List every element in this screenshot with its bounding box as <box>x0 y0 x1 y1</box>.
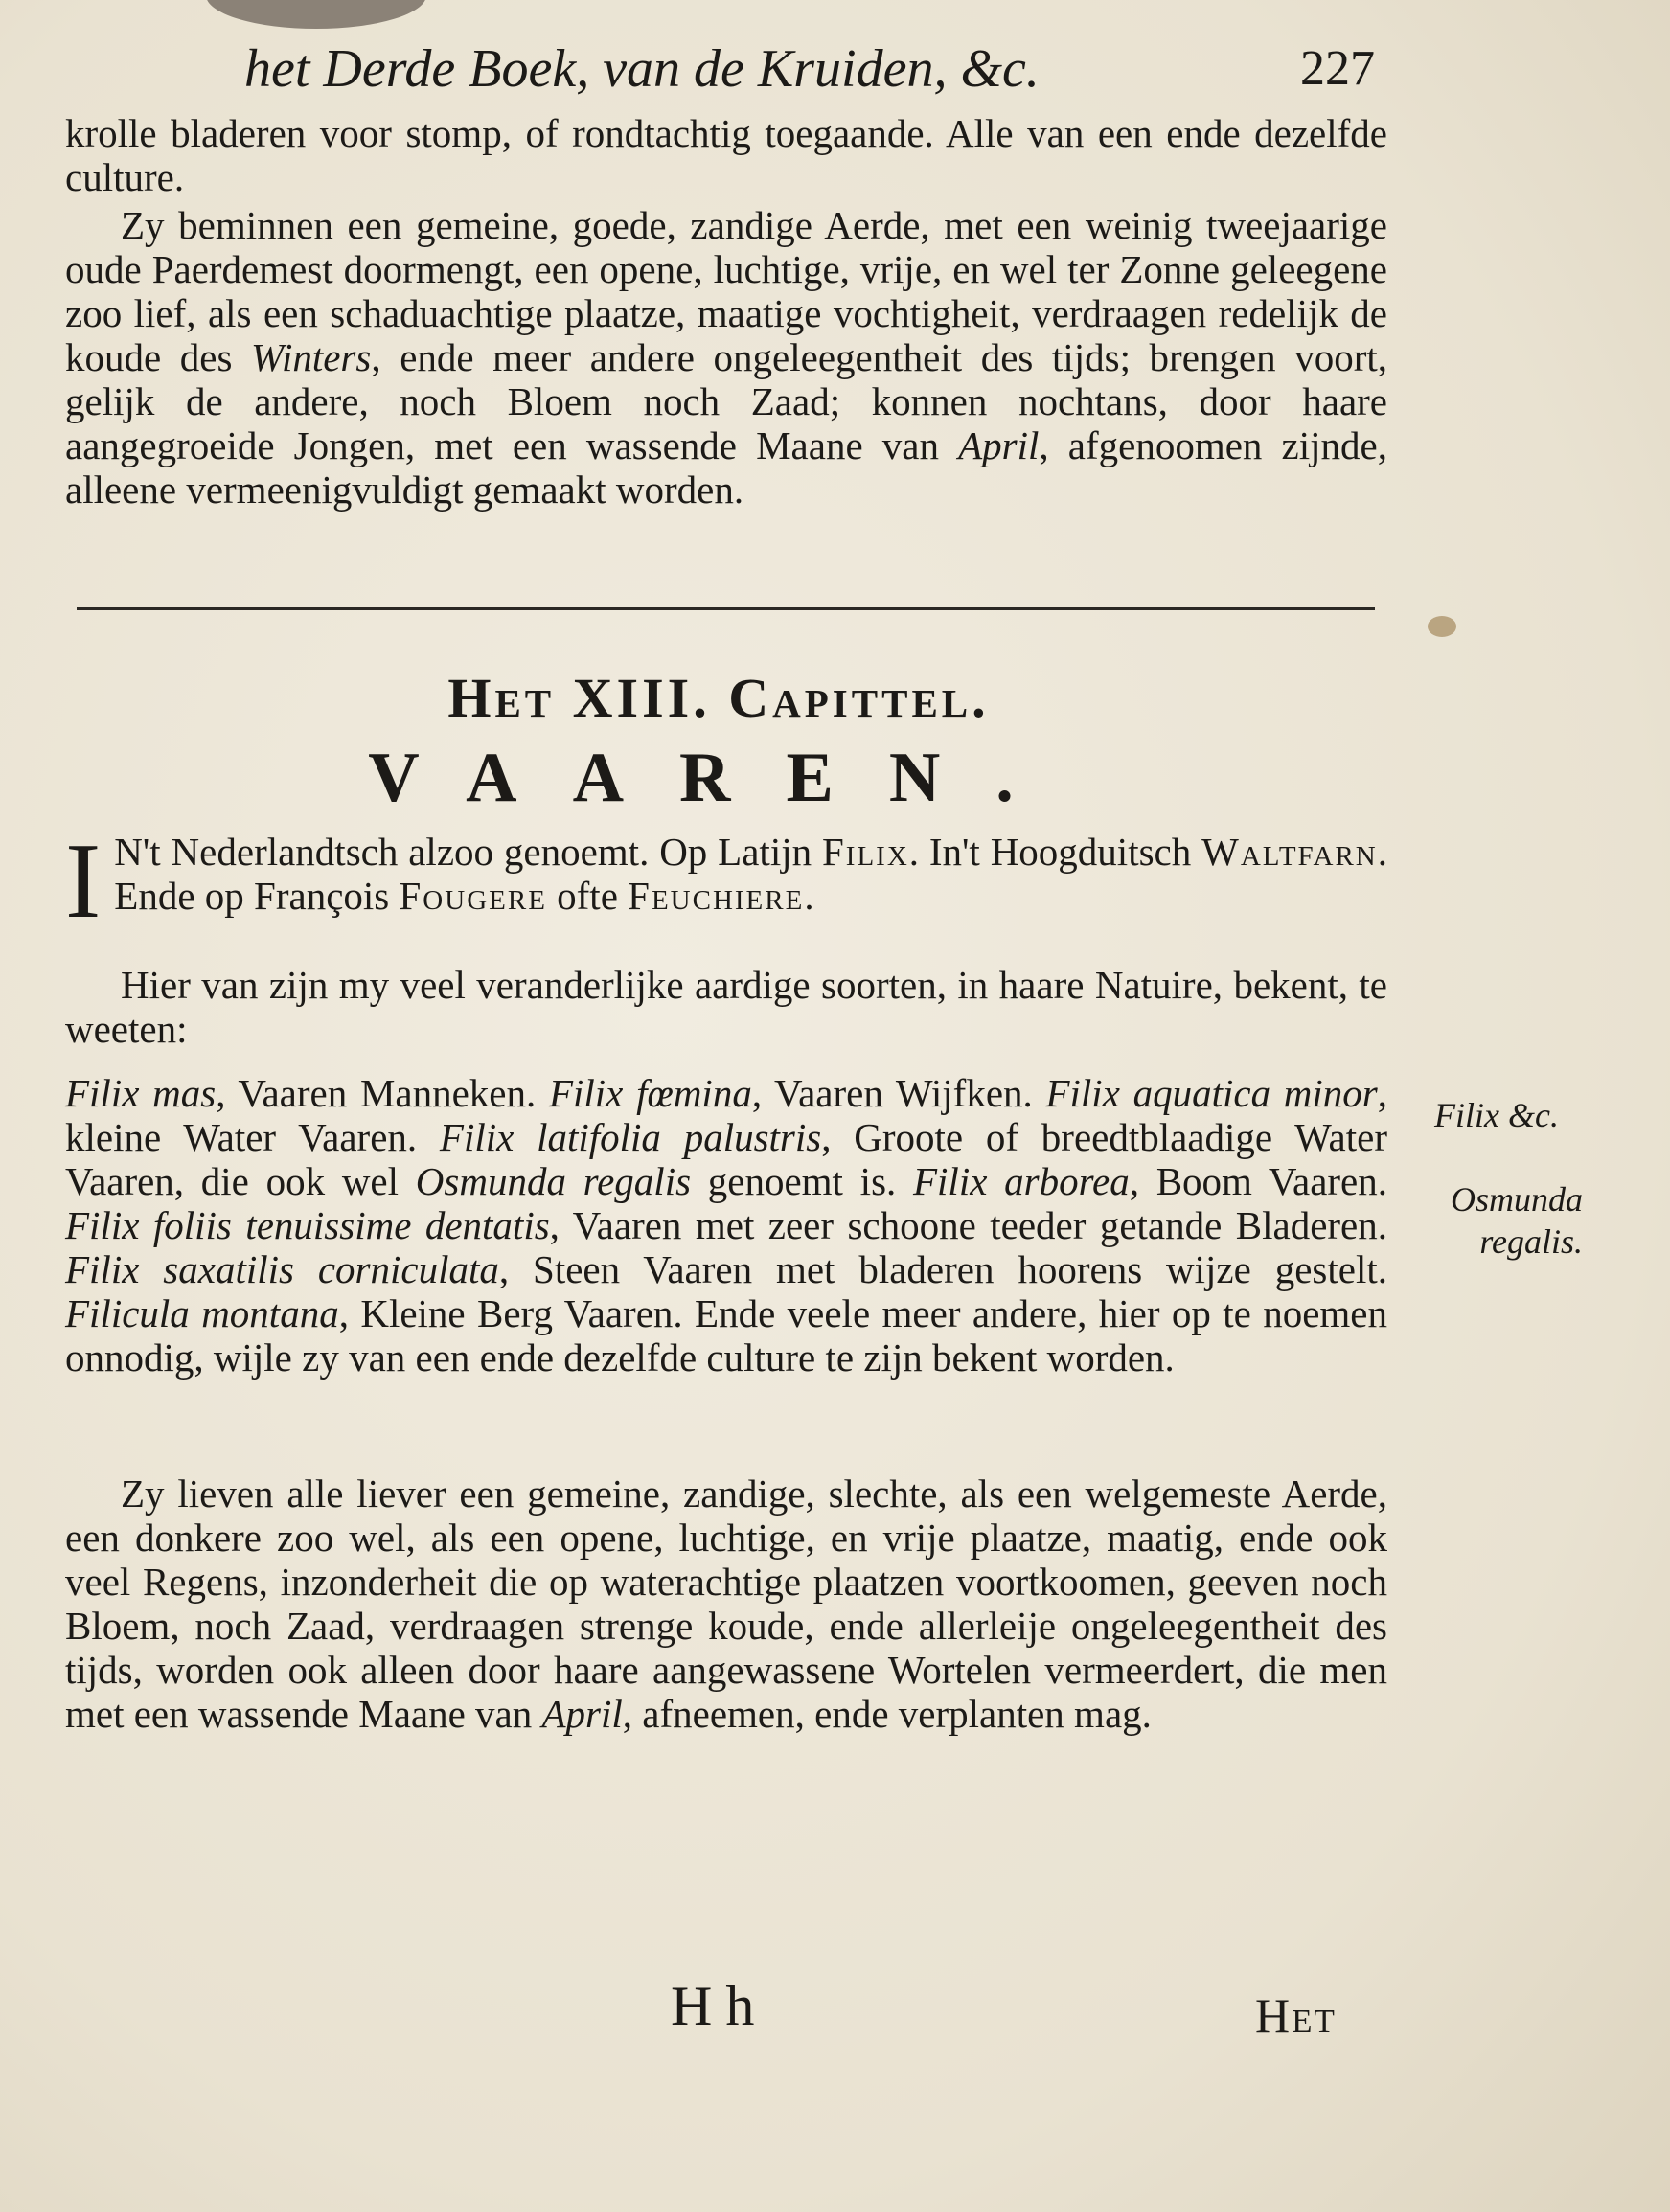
species-name: Filix aquatica minor <box>1045 1071 1378 1115</box>
species-name: Filix saxatilis corniculata <box>65 1247 499 1291</box>
species-name: Filicula montana <box>65 1291 339 1335</box>
text-run: . Ende op François <box>114 830 1387 918</box>
text-run: , afneemen, ende verplanten mag. <box>622 1692 1152 1736</box>
text-run: , kleine Water Vaaren. <box>65 1071 1388 1159</box>
signature-mark: Hh <box>671 1974 768 2038</box>
paragraph-culture <box>65 203 1387 512</box>
small-caps-term: Feuchiere <box>628 874 805 918</box>
italic-term: April <box>958 423 1040 467</box>
text-run: , Groote of breedtblaadige Water Vaaren, die ook wel <box>65 1115 1387 1203</box>
text-run: , Kleine Berg Vaaren. Ende veele meer andere, hier op te noemen onnodig, wijle zy van een ende dezelfde culture te zijn bekent worden. <box>65 1291 1387 1380</box>
ink-stain <box>206 0 426 29</box>
text-run: N't Nederlandtsch alzoo genoemt. Op Latijn <box>114 830 822 874</box>
text-run: . <box>804 874 814 918</box>
species-name: Filix mas <box>65 1071 217 1115</box>
text-run: , Vaaren met zeer schoone teeder getande Bladeren. <box>549 1203 1387 1247</box>
small-caps-term: Waltfarn <box>1201 830 1378 874</box>
text-run: , Vaaren Wijfken. <box>751 1071 1046 1115</box>
species-name: Osmunda regalis <box>415 1159 692 1203</box>
text-run: Zy lieven alle liever een gemeine, zandige, slechte, als een welgemeste Aerde, een donkere zoo wel, als een opene, luchtige, en vrije plaatze, maatig, ende ook veel Regens, inzonderheit die op waterachtige plaatzen voortkoomen, geeven noch Bloem, noch Zaad, verdraagen strenge koude, ende allerleije ongeleegentheit des tijds, worden ook alleen door haare aangewassene Wortelen vermeerdert, die men met een wassende Maane van <box>65 1471 1387 1736</box>
running-title: het Derde Boek, van de Kruiden, &c. <box>244 39 1040 99</box>
page-number: 227 <box>1300 41 1375 96</box>
chapter-title: VAAREN. <box>368 739 1069 817</box>
margin-note: Filix &c. <box>1434 1096 1559 1134</box>
small-caps-term: Filix <box>821 830 909 874</box>
drop-cap: I <box>65 822 102 941</box>
paper-spot <box>1428 616 1456 637</box>
text-run: , ende meer andere ongeleegentheit des tijds; brengen voort, gelijk de andere, noch Bloem noch Zaad; konnen nochtans, door haare aangegroeide Jongen, met een wassende Maane van <box>65 335 1387 467</box>
text-run: . In't Hoogduitsch <box>908 830 1202 874</box>
species-name: Filix fœmina <box>548 1071 752 1115</box>
species-name: Filix arborea <box>913 1159 1130 1203</box>
margin-note: Osmunda regalis. <box>1450 1180 1583 1261</box>
paragraph-intro: Hier van zijn my veel veranderlijke aardige soorten, in haare Natuire, bekent, te weeten: <box>65 963 1387 1051</box>
small-caps-term: Fougere <box>399 874 547 918</box>
text-run: ofte <box>546 874 629 918</box>
running-head <box>244 31 1375 107</box>
species-name: Filix latifolia palustris <box>439 1115 822 1159</box>
italic-term: April <box>541 1692 623 1736</box>
paragraph-species <box>65 1071 1387 1380</box>
text-run: , Steen Vaaren met bladeren hoorens wijze gestelt. <box>498 1247 1387 1291</box>
text-run: , Boom Vaaren. <box>1129 1159 1387 1203</box>
paragraph-names <box>65 822 1387 941</box>
catchword: Het <box>1255 1989 1337 2042</box>
paragraph-cultivation <box>65 1471 1387 1736</box>
text-run: , afgenoomen zijnde, alleene vermeenigvuldigt gemaakt worden. <box>65 423 1387 512</box>
text-run: Zy beminnen een gemeine, goede, zandige Aerde, met een weinig tweejaarige oude Paerdemest doormengt, een opene, luchtige, vrije, en wel ter Zonne geleegene zoo lief, als een schaduachtige plaatze, maatige vochtigheit, verdraagen redelijk de koude des <box>65 203 1387 379</box>
section-rule <box>77 607 1375 610</box>
italic-term: Winters <box>251 335 372 379</box>
species-name: Filix foliis tenuissime dentatis <box>65 1203 550 1247</box>
paragraph-continued: krolle bladeren voor stomp, of rondtachtig toegaande. Alle van een ende dezelfde culture. <box>65 111 1387 199</box>
text-run: , Vaaren Manneken. <box>216 1071 549 1115</box>
chapter-heading: Het XIII. Capittel. <box>447 667 990 729</box>
text-run: genoemt is. <box>691 1159 913 1203</box>
